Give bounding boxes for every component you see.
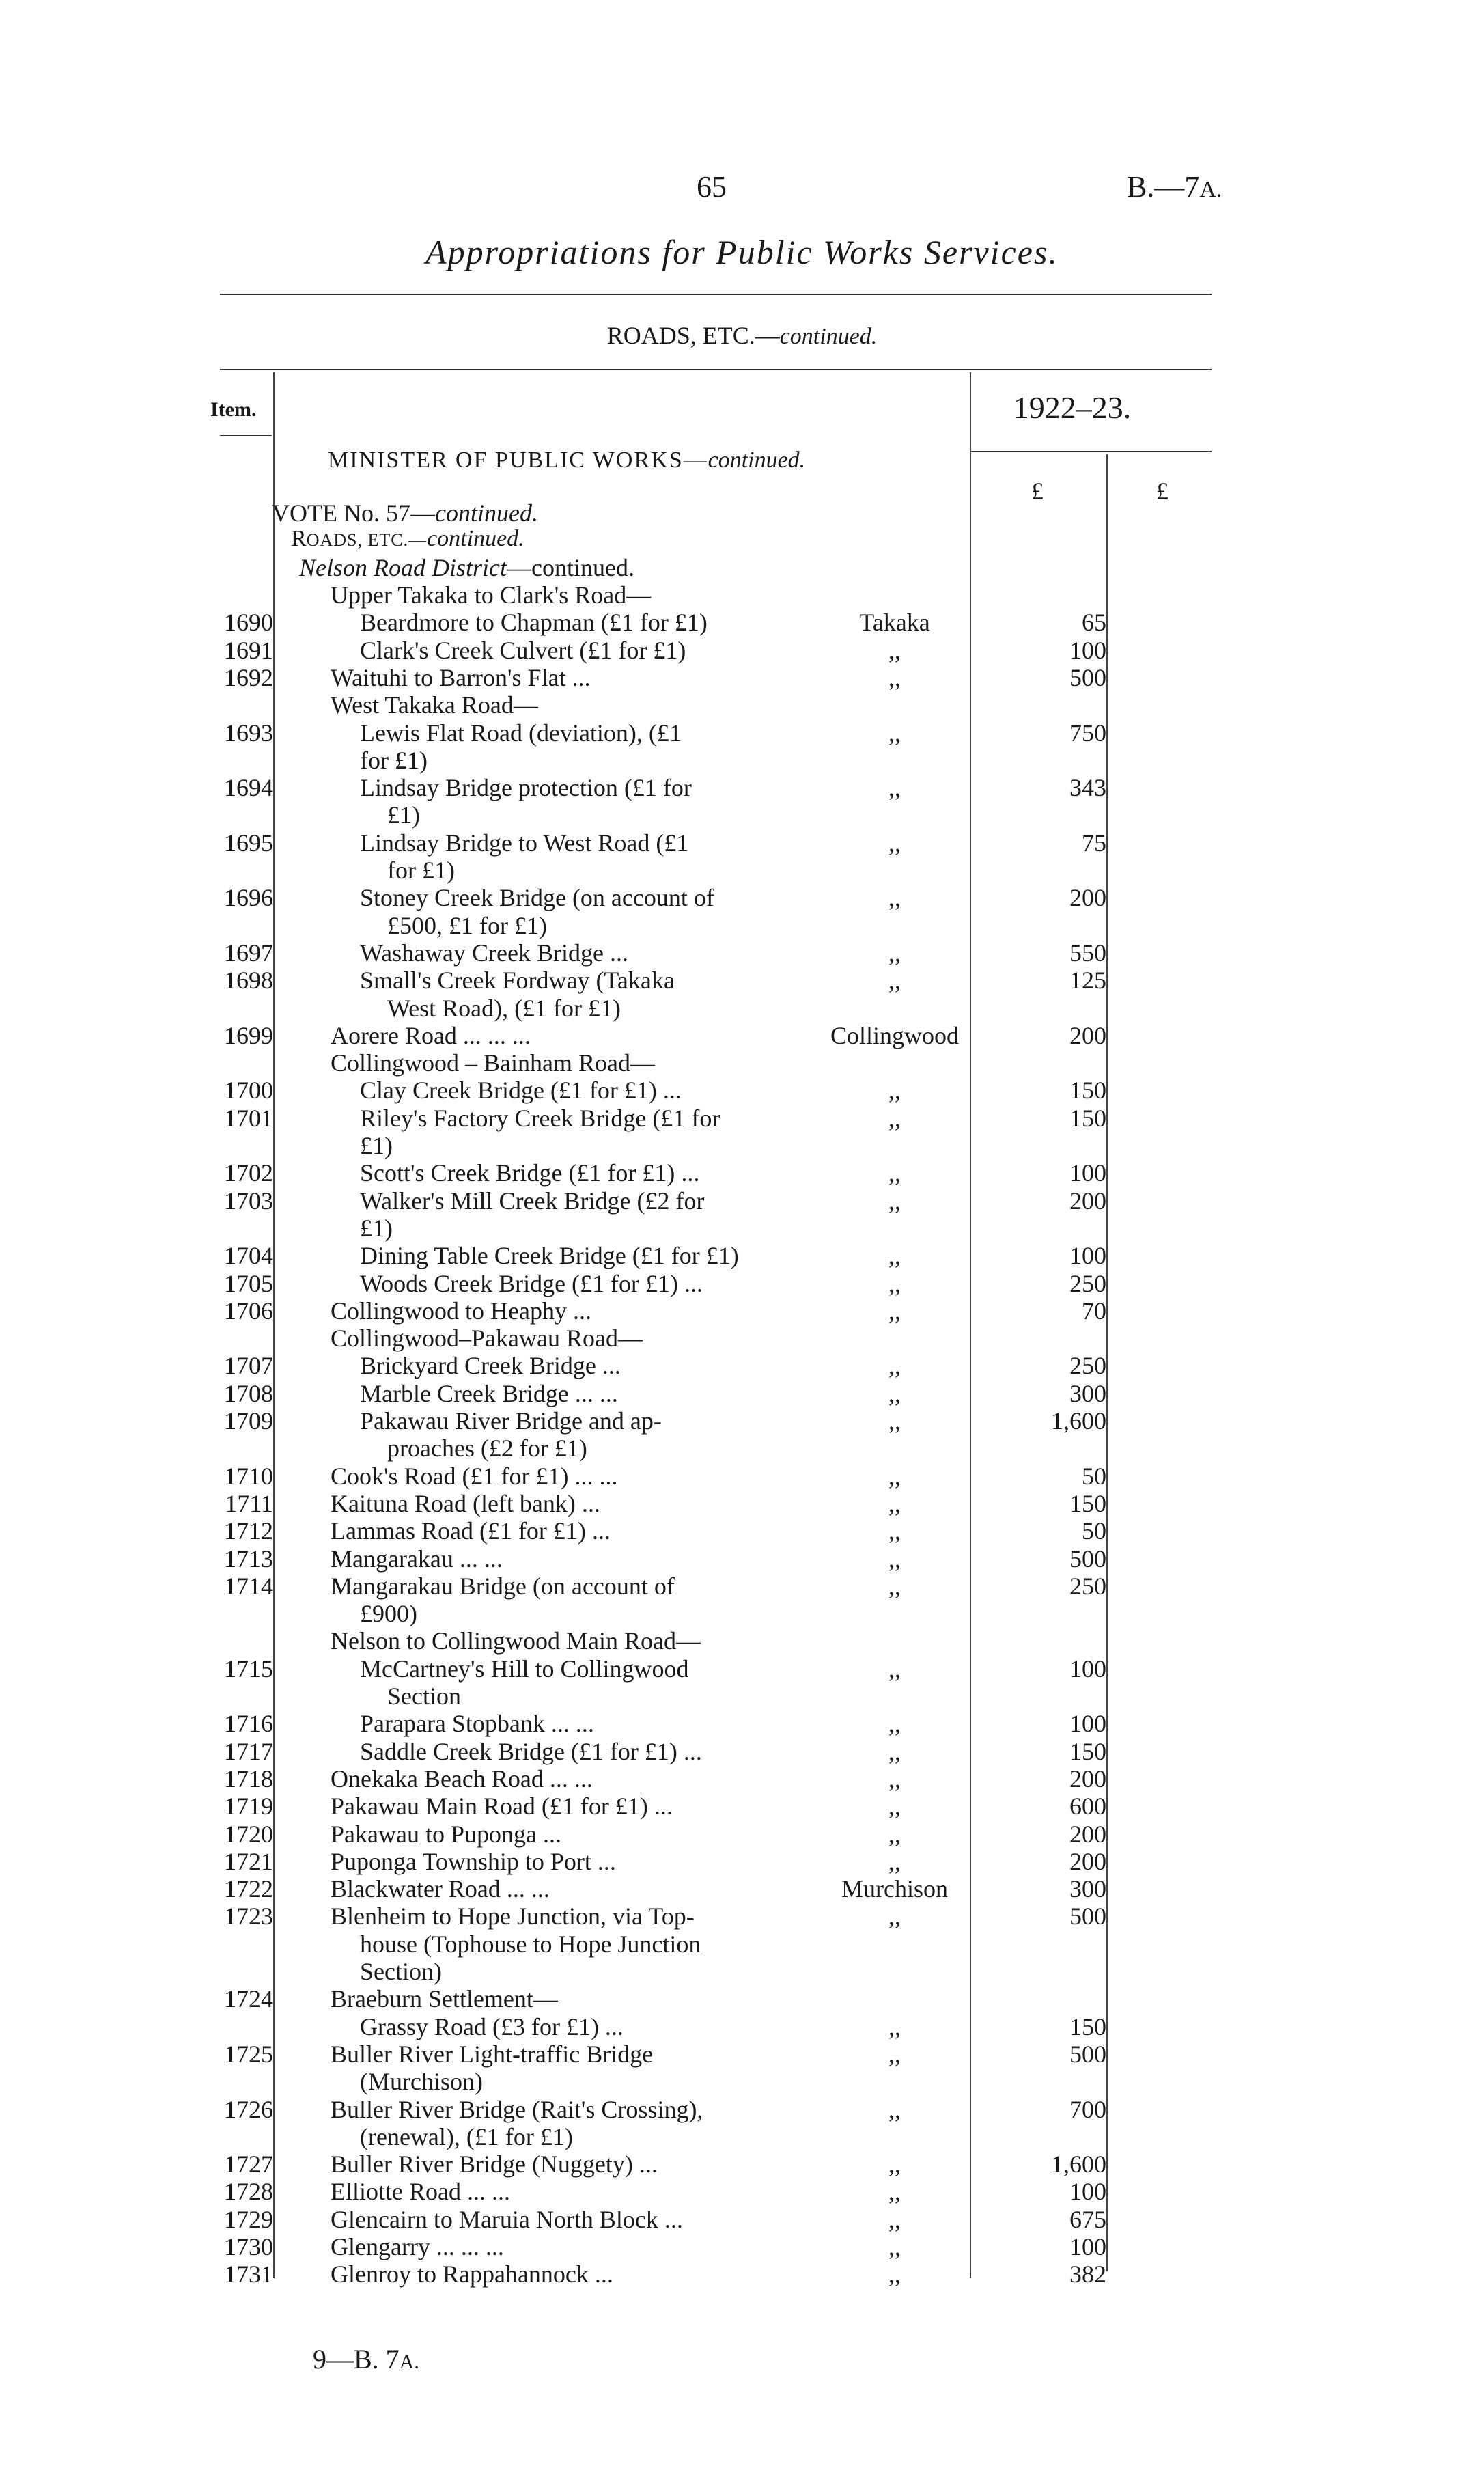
item-number: 1727 xyxy=(224,2150,273,2178)
table-row xyxy=(0,856,1484,883)
vote-heading-main: VOTE No. 57— xyxy=(272,499,435,527)
item-description: Parapara Stopbank ... ... xyxy=(360,1710,594,1738)
document-code xyxy=(1127,169,1222,204)
item-number: 1704 xyxy=(224,1242,273,1270)
item-locality: ,, xyxy=(888,1517,901,1545)
item-amount: 50 xyxy=(1082,1517,1106,1545)
table-row xyxy=(0,1655,1484,1682)
item-locality: ,, xyxy=(888,2040,901,2068)
item-locality: ,, xyxy=(888,1820,901,1848)
item-amount: 200 xyxy=(1069,1187,1106,1215)
item-amount: 1,600 xyxy=(1051,2150,1106,2178)
table-row xyxy=(0,1187,1484,1214)
item-description: Walker's Mill Creek Bridge (£2 for xyxy=(360,1187,705,1215)
footer-signature-main: 9—B. 7 xyxy=(313,2344,400,2375)
item-description: Dining Table Creek Bridge (£1 for £1) xyxy=(360,1242,739,1270)
table-row xyxy=(0,1820,1484,1847)
table-row xyxy=(0,1626,1484,1654)
roads-subheading-initial: R xyxy=(291,526,307,551)
item-locality: ,, xyxy=(888,1297,901,1325)
item-amount: 150 xyxy=(1069,1077,1106,1105)
item-description: Upper Takaka to Clark's Road— xyxy=(331,581,652,609)
table-row xyxy=(0,1049,1484,1076)
item-description: Mangarakau ... ... xyxy=(331,1545,503,1573)
item-locality: ,, xyxy=(888,1352,901,1380)
item-locality: ,, xyxy=(888,1407,901,1435)
item-description: £1) xyxy=(360,1214,393,1242)
item-number: 1695 xyxy=(224,829,273,857)
item-amount: 700 xyxy=(1069,2095,1106,2123)
item-amount: 150 xyxy=(1069,1104,1106,1132)
table-row xyxy=(0,2067,1484,2094)
item-number: 1701 xyxy=(224,1104,273,1132)
item-amount: 343 xyxy=(1069,774,1106,802)
item-description: Pakawau Main Road (£1 for £1) ... xyxy=(331,1792,673,1820)
item-locality: Takaka xyxy=(859,609,930,637)
table-row xyxy=(0,746,1484,773)
item-amount: 150 xyxy=(1069,2012,1106,2040)
item-number: 1706 xyxy=(224,1297,273,1325)
item-number: 1712 xyxy=(224,1517,273,1545)
table-row xyxy=(0,1462,1484,1489)
item-description: Clark's Creek Culvert (£1 for £1) xyxy=(360,636,686,664)
item-amount: 500 xyxy=(1069,2040,1106,2068)
item-number: 1702 xyxy=(224,1159,273,1187)
item-amount: 125 xyxy=(1069,967,1106,995)
table-row xyxy=(0,801,1484,828)
item-number: 1722 xyxy=(224,1875,273,1903)
section-heading-main: ROADS, ETC.— xyxy=(606,322,780,349)
item-locality: ,, xyxy=(888,1764,901,1792)
item-locality: ,, xyxy=(888,1462,901,1490)
item-number: 1718 xyxy=(224,1764,273,1792)
item-description: Lammas Road (£1 for £1) ... xyxy=(331,1517,611,1545)
table-row xyxy=(0,2260,1484,2287)
item-description: Collingwood – Bainham Road— xyxy=(331,1049,655,1077)
table-row xyxy=(0,1737,1484,1764)
item-description: Glencairn to Maruia North Block ... xyxy=(331,2205,683,2233)
item-description: £1) xyxy=(360,1132,393,1159)
table-row xyxy=(0,1682,1484,1709)
item-description: McCartney's Hill to Collingwood xyxy=(360,1655,689,1683)
item-number: 1700 xyxy=(224,1077,273,1105)
table-row xyxy=(0,2122,1484,2150)
item-locality: ,, xyxy=(888,1077,901,1105)
currency-column-2-header: £ xyxy=(1156,477,1168,505)
section-heading-continued: continued. xyxy=(779,324,878,349)
item-description: Aorere Road ... ... ... xyxy=(331,1021,531,1049)
item-amount: 675 xyxy=(1069,2205,1106,2233)
district-name: Nelson Road District xyxy=(299,554,507,581)
table-row xyxy=(0,1902,1484,1929)
item-description: Brickyard Creek Bridge ... xyxy=(360,1352,621,1380)
item-number: 1693 xyxy=(224,719,273,747)
item-locality: ,, xyxy=(888,1242,901,1270)
item-locality: ,, xyxy=(888,1545,901,1573)
item-locality: ,, xyxy=(888,1572,901,1600)
table-row xyxy=(0,1489,1484,1517)
item-number: 1694 xyxy=(224,774,273,802)
item-amount: 70 xyxy=(1082,1297,1106,1325)
item-number: 1707 xyxy=(224,1352,273,1380)
table-row xyxy=(0,1545,1484,1572)
section-heading xyxy=(0,321,1484,350)
table-row xyxy=(0,2095,1484,2122)
district-heading xyxy=(299,553,634,582)
item-locality: ,, xyxy=(888,1792,901,1820)
item-description: Grassy Road (£3 for £1) ... xyxy=(360,2012,624,2040)
item-description: Riley's Factory Creek Bridge (£1 for xyxy=(360,1104,720,1132)
item-description: Lewis Flat Road (deviation), (£1 xyxy=(360,719,682,747)
item-amount: 550 xyxy=(1069,939,1106,967)
item-number: 1726 xyxy=(224,2095,273,2123)
item-amount: 200 xyxy=(1069,1764,1106,1792)
table-row xyxy=(0,1297,1484,1324)
item-amount: 250 xyxy=(1069,1572,1106,1600)
item-locality: ,, xyxy=(888,774,901,802)
ministry-heading-main: MINISTER OF PUBLIC WORKS— xyxy=(328,447,708,473)
item-locality: ,, xyxy=(888,2012,901,2040)
item-locality: ,, xyxy=(888,884,901,912)
item-description: proaches (£2 for £1) xyxy=(387,1435,587,1463)
item-description: Waituhi to Barron's Flat ... xyxy=(331,663,591,691)
item-locality: ,, xyxy=(888,2178,901,2206)
item-description: (renewal), (£1 for £1) xyxy=(360,2122,573,2150)
item-amount: 750 xyxy=(1069,719,1106,747)
table-row xyxy=(0,1957,1484,1984)
table-row xyxy=(0,1434,1484,1461)
table-row xyxy=(0,1847,1484,1874)
table-row xyxy=(0,1241,1484,1269)
item-number: 1703 xyxy=(224,1187,273,1215)
item-description: Pakawau to Puponga ... xyxy=(331,1820,561,1848)
table-row xyxy=(0,581,1484,608)
item-description: £900) xyxy=(360,1600,417,1628)
table-row xyxy=(0,773,1484,801)
item-description: (Murchison) xyxy=(360,2068,483,2096)
item-description: for £1) xyxy=(360,746,428,774)
item-locality: ,, xyxy=(888,1187,901,1215)
item-description: Saddle Creek Bridge (£1 for £1) ... xyxy=(360,1737,702,1765)
item-locality: ,, xyxy=(888,1104,901,1132)
table-row xyxy=(0,1599,1484,1626)
ministry-heading xyxy=(328,447,805,473)
item-number: 1692 xyxy=(224,663,273,691)
item-number: 1724 xyxy=(224,1985,273,2013)
item-number: 1691 xyxy=(224,636,273,664)
item-number: 1705 xyxy=(224,1269,273,1297)
table-row xyxy=(0,966,1484,993)
title-rule xyxy=(220,294,1212,295)
item-description: Glengarry ... ... ... xyxy=(331,2233,504,2260)
item-description: Section) xyxy=(360,1958,442,1985)
item-description: Onekaka Beach Road ... ... xyxy=(331,1764,593,1792)
item-description: Washaway Creek Bridge ... xyxy=(360,939,628,967)
table-row xyxy=(0,1159,1484,1186)
table-row xyxy=(0,1104,1484,1131)
item-locality: ,, xyxy=(888,1737,901,1765)
item-locality: ,, xyxy=(888,1655,901,1683)
item-number: 1710 xyxy=(224,1462,273,1490)
item-number: 1715 xyxy=(224,1655,273,1683)
item-locality: ,, xyxy=(888,829,901,857)
item-locality: ,, xyxy=(888,2150,901,2178)
item-amount: 500 xyxy=(1069,1545,1106,1573)
table-row xyxy=(0,829,1484,856)
item-locality: ,, xyxy=(888,1902,901,1930)
item-amount: 382 xyxy=(1069,2260,1106,2288)
item-locality: ,, xyxy=(888,967,901,995)
item-description: £500, £1 for £1) xyxy=(387,911,547,939)
item-description: Pakawau River Bridge and ap- xyxy=(360,1407,662,1435)
item-number: 1721 xyxy=(224,1847,273,1875)
table-top-rule xyxy=(220,369,1212,370)
item-description: Lindsay Bridge protection (£1 for xyxy=(360,774,692,802)
item-locality: ,, xyxy=(888,2233,901,2260)
item-number: 1690 xyxy=(224,609,273,637)
item-description: Marble Creek Bridge ... ... xyxy=(360,1379,618,1407)
ministry-heading-continued: continued. xyxy=(708,447,806,473)
vote-heading xyxy=(272,499,538,527)
item-amount: 500 xyxy=(1069,1902,1106,1930)
item-locality: ,, xyxy=(888,663,901,691)
item-amount: 150 xyxy=(1069,1737,1106,1765)
page-number: 65 xyxy=(697,170,727,204)
item-amount: 1,600 xyxy=(1051,1407,1106,1435)
item-amount: 100 xyxy=(1069,2178,1106,2206)
item-locality: ,, xyxy=(888,719,901,747)
item-number: 1730 xyxy=(224,2233,273,2260)
item-number: 1720 xyxy=(224,1820,273,1848)
table-row xyxy=(0,1792,1484,1819)
item-description: for £1) xyxy=(387,857,455,884)
table-row xyxy=(0,1269,1484,1297)
item-locality: ,, xyxy=(888,2095,901,2123)
item-amount: 100 xyxy=(1069,1242,1106,1270)
item-amount: 250 xyxy=(1069,1269,1106,1297)
item-description: Glenroy to Rappahannock ... xyxy=(331,2260,613,2288)
item-description: Cook's Road (£1 for £1) ... ... xyxy=(331,1462,618,1490)
page-title: Appropriations for Public Works Services. xyxy=(425,233,1059,271)
item-amount: 250 xyxy=(1069,1352,1106,1380)
item-description: West Takaka Road— xyxy=(331,691,538,719)
item-locality: Murchison xyxy=(841,1875,948,1903)
item-locality: ,, xyxy=(888,2260,901,2288)
item-amount: 200 xyxy=(1069,1820,1106,1848)
item-description: Buller River Light-traffic Bridge xyxy=(331,2040,654,2068)
table-row xyxy=(0,1984,1484,2012)
item-locality: ,, xyxy=(888,636,901,664)
item-number: 1698 xyxy=(224,967,273,995)
item-locality: ,, xyxy=(888,1159,901,1187)
roads-subheading-smallcaps: OADS, ETC.— xyxy=(306,530,428,550)
table-row xyxy=(0,2012,1484,2040)
table-row xyxy=(0,2150,1484,2177)
table-row xyxy=(0,1379,1484,1407)
roads-subheading xyxy=(291,526,524,552)
item-description: Puponga Township to Port ... xyxy=(331,1847,616,1875)
table-row xyxy=(0,2177,1484,2204)
table-row xyxy=(0,883,1484,911)
item-amount: 150 xyxy=(1069,1489,1106,1517)
roads-subheading-continued: continued. xyxy=(427,526,524,551)
item-amount: 100 xyxy=(1069,636,1106,664)
table-row xyxy=(0,1874,1484,1902)
item-number: 1696 xyxy=(224,884,273,912)
table-row xyxy=(0,1351,1484,1379)
table-row xyxy=(0,636,1484,663)
item-column-header: Item. xyxy=(210,398,257,421)
item-amount: 100 xyxy=(1069,1710,1106,1738)
item-description: Nelson to Collingwood Main Road— xyxy=(331,1627,701,1655)
item-description: Elliotte Road ... ... xyxy=(331,2178,510,2206)
item-number: 1729 xyxy=(224,2205,273,2233)
item-amount: 200 xyxy=(1069,1021,1106,1049)
year-header-rule xyxy=(970,451,1212,452)
item-number: 1711 xyxy=(225,1489,273,1517)
table-row xyxy=(0,1517,1484,1544)
item-locality: ,, xyxy=(888,939,901,967)
item-number: 1731 xyxy=(224,2260,273,2288)
item-number: 1723 xyxy=(224,1902,273,1930)
item-description: Buller River Bridge (Rait's Crossing), xyxy=(331,2095,703,2123)
table-row xyxy=(0,994,1484,1021)
item-description: Lindsay Bridge to West Road (£1 xyxy=(360,829,689,857)
item-description: Scott's Creek Bridge (£1 for £1) ... xyxy=(360,1159,700,1187)
item-amount: 600 xyxy=(1069,1792,1106,1820)
table-row xyxy=(0,1021,1484,1049)
item-description: Blenheim to Hope Junction, via Top- xyxy=(331,1902,695,1930)
item-description: Woods Creek Bridge (£1 for £1) ... xyxy=(360,1269,703,1297)
item-amount: 300 xyxy=(1069,1379,1106,1407)
item-amount: 500 xyxy=(1069,663,1106,691)
item-amount: 100 xyxy=(1069,1159,1106,1187)
item-number: 1708 xyxy=(224,1379,273,1407)
table-row xyxy=(0,1324,1484,1351)
item-description: Kaituna Road (left bank) ... xyxy=(331,1489,600,1517)
year-column-header: 1922–23. xyxy=(1013,390,1132,425)
item-description: Small's Creek Fordway (Takaka xyxy=(360,967,675,995)
item-locality: ,, xyxy=(888,1379,901,1407)
item-description: Section xyxy=(387,1683,461,1710)
item-description: Collingwood–Pakawau Road— xyxy=(331,1325,643,1353)
table-row xyxy=(0,663,1484,691)
item-locality: ,, xyxy=(888,1489,901,1517)
item-number: 1714 xyxy=(224,1572,273,1600)
item-locality: ,, xyxy=(888,1269,901,1297)
table-row xyxy=(0,1709,1484,1736)
item-amount: 50 xyxy=(1082,1462,1106,1490)
table-row xyxy=(0,1131,1484,1159)
item-number: 1699 xyxy=(224,1021,273,1049)
item-description: Braeburn Settlement— xyxy=(331,1985,558,2013)
currency-column-1-header: £ xyxy=(1031,477,1044,505)
item-description: £1) xyxy=(387,801,420,829)
table-row xyxy=(0,2040,1484,2067)
item-amount: 300 xyxy=(1069,1875,1106,1903)
item-locality: ,, xyxy=(888,1847,901,1875)
table-row xyxy=(0,1572,1484,1599)
item-amount: 100 xyxy=(1069,2233,1106,2260)
item-number: 1719 xyxy=(224,1792,273,1820)
table-row xyxy=(0,1214,1484,1241)
table-row xyxy=(0,939,1484,966)
table-row xyxy=(0,1930,1484,1957)
item-number: 1697 xyxy=(224,939,273,967)
item-description: West Road), (£1 for £1) xyxy=(387,994,621,1022)
item-number: 1725 xyxy=(224,2040,273,2068)
item-description: Mangarakau Bridge (on account of xyxy=(331,1572,675,1600)
item-amount: 75 xyxy=(1082,829,1106,857)
item-description: Buller River Bridge (Nuggety) ... xyxy=(331,2150,658,2178)
item-amount: 200 xyxy=(1069,1847,1106,1875)
item-number: 1709 xyxy=(224,1407,273,1435)
footer-signature xyxy=(313,2343,419,2375)
vote-heading-continued: continued. xyxy=(434,499,538,527)
item-description: Clay Creek Bridge (£1 for £1) ... xyxy=(360,1077,682,1105)
table-row xyxy=(0,911,1484,939)
item-header-underline xyxy=(220,435,272,436)
document-code-suffix: A. xyxy=(1199,177,1222,202)
item-amount: 100 xyxy=(1069,1655,1106,1683)
document-code-main: B.—7 xyxy=(1127,170,1200,204)
table-row xyxy=(0,1076,1484,1103)
item-number: 1717 xyxy=(224,1737,273,1765)
item-description: Collingwood to Heaphy ... xyxy=(331,1297,591,1325)
table-row xyxy=(0,691,1484,718)
table-row xyxy=(0,719,1484,746)
table-row xyxy=(0,2205,1484,2232)
item-amount: 200 xyxy=(1069,884,1106,912)
district-continued: —continued. xyxy=(507,554,634,581)
footer-signature-suffix: A. xyxy=(399,2351,419,2373)
item-description: house (Tophouse to Hope Junction xyxy=(360,1930,701,1958)
item-description: Beardmore to Chapman (£1 for £1) xyxy=(360,609,708,637)
item-amount: 65 xyxy=(1082,609,1106,637)
table-row xyxy=(0,608,1484,635)
table-row xyxy=(0,2232,1484,2260)
table-row xyxy=(0,1764,1484,1792)
item-description: Blackwater Road ... ... xyxy=(331,1875,550,1903)
item-number: 1716 xyxy=(224,1710,273,1738)
table-row xyxy=(0,1407,1484,1434)
item-description: Stoney Creek Bridge (on account of xyxy=(360,884,714,912)
item-number: 1728 xyxy=(224,2178,273,2206)
item-locality: ,, xyxy=(888,1710,901,1738)
item-locality: Collingwood xyxy=(830,1021,959,1049)
item-locality: ,, xyxy=(888,2205,901,2233)
item-number: 1713 xyxy=(224,1545,273,1573)
